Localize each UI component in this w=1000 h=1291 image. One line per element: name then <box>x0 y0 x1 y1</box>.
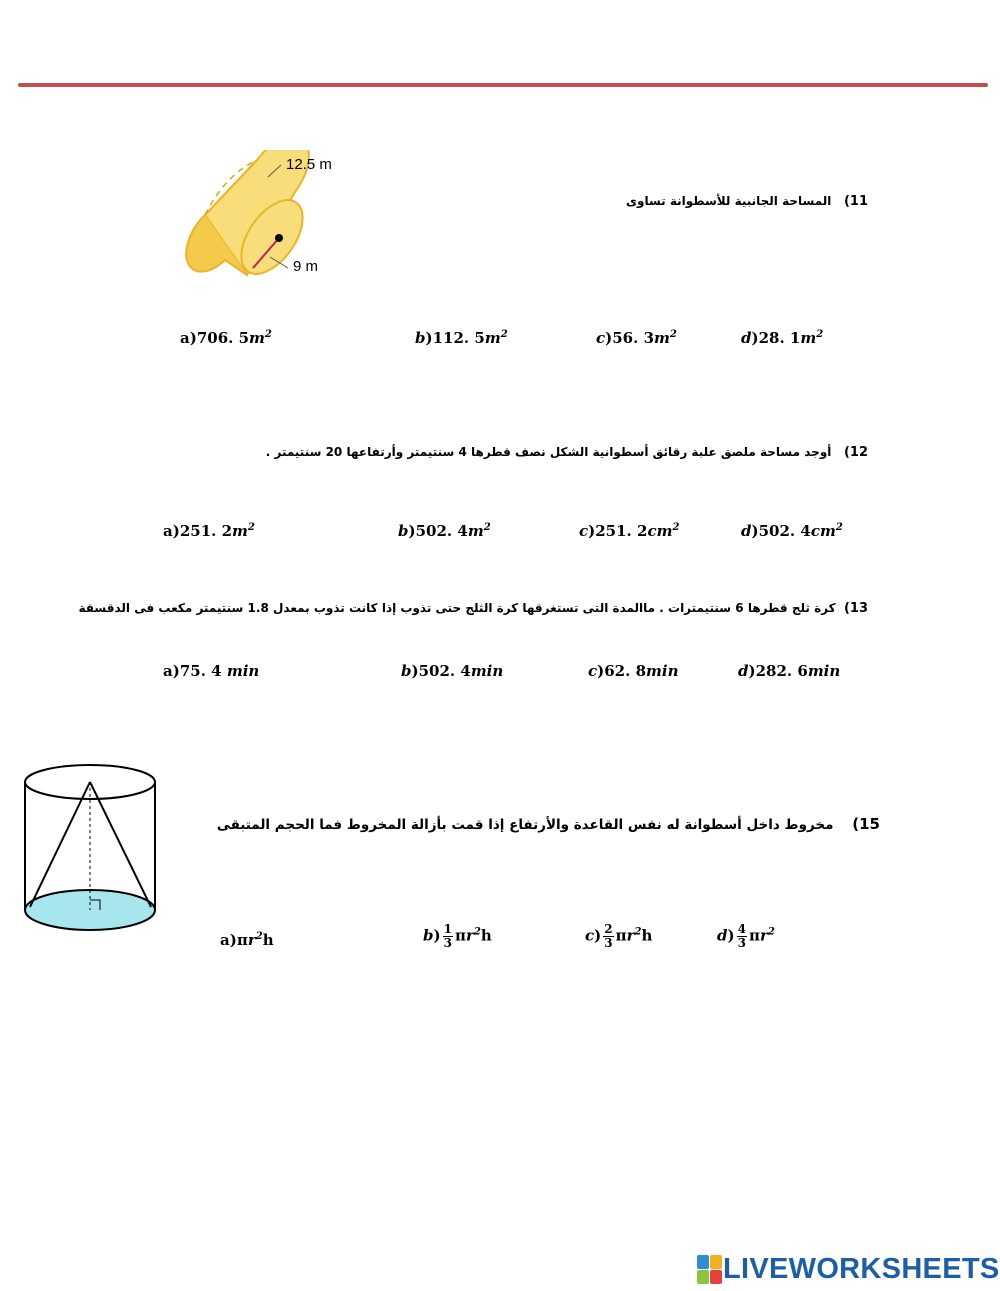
liveworksheets-logo <box>697 1253 1000 1286</box>
option-11b[interactable]: b)112. $5m^2$ <box>415 329 508 347</box>
question-text: المساحة الجانبية للأسطوانة تساوى <box>626 194 832 208</box>
question-text: مخروط داخل أسطوانة له نفس القاعدة والأرتفاع إذا قمت بأزالة المخروط فما الحجم المتبقى <box>216 817 834 833</box>
option-15c[interactable]: c) $\frac{2}{3}$ $\pi r^2h$ <box>585 922 653 950</box>
option-12d[interactable]: d)502. $4cm^2$ <box>741 522 843 540</box>
fraction: $\frac{1}{3}$ <box>443 922 452 950</box>
cone-in-cylinder-figure <box>20 760 160 940</box>
option-11c[interactable]: c)56. $3m^2$ <box>596 329 677 347</box>
logo-text: LIVEWORKSHEETS <box>723 1253 1000 1285</box>
option-12b[interactable]: b)502. $4m^2$ <box>398 522 491 540</box>
option-13b[interactable]: b)502. 4min <box>401 662 504 680</box>
option-13d[interactable]: d)282. 6min <box>738 662 841 680</box>
question-13 <box>79 601 869 616</box>
question-number: 13) <box>843 601 868 616</box>
question-15 <box>217 815 880 833</box>
header-rule <box>18 83 988 87</box>
option-13c[interactable]: c)62. 8min <box>588 662 679 680</box>
radius-label: 9 m <box>293 258 319 275</box>
live-badge-icon <box>697 1255 723 1285</box>
option-15a[interactable]: $a)\pi r^2h$ <box>220 931 274 949</box>
option-11a[interactable]: a)706. $5m^2$ <box>180 329 272 347</box>
option-12a[interactable]: a)251. $2m^2$ <box>163 522 255 540</box>
option-15d[interactable]: d) $\frac{4}{3}$ $\pi r^2$ <box>717 922 775 950</box>
option-13a[interactable]: a)75. 4 min <box>163 662 260 680</box>
option-11d[interactable]: d)28. $1m^2$ <box>741 329 824 347</box>
option-15b[interactable]: b) $\frac{1}{3}$ $\pi r^2h$ <box>423 922 492 950</box>
option-12c[interactable]: c)251. $2cm^2$ <box>579 522 680 540</box>
fraction: $\frac{2}{3}$ <box>604 922 613 950</box>
question-number: 15) <box>852 815 880 833</box>
question-12 <box>266 445 868 460</box>
question-text: كرة ثلج قطرها 6 سنتيمترات . ماالمدة التى تستغرقها كرة الثلج حتى تذوب إذا كانت تذوب بمعدل 1.8 سنتيمتر مكعب فى الدقسقة <box>78 601 836 615</box>
fraction: $\frac{4}{3}$ <box>737 922 746 950</box>
question-number: 11) <box>843 194 868 209</box>
height-label: 12.5 m <box>286 156 332 173</box>
question-text: أوجد مساحة ملصق علبة رقائق أسطوانية الشكل نصف قطرها 4 سنتيمتر وأرتفاعها 20 سنتيمتر . <box>265 445 832 459</box>
question-11 <box>626 194 868 209</box>
question-number: 12) <box>843 445 868 460</box>
